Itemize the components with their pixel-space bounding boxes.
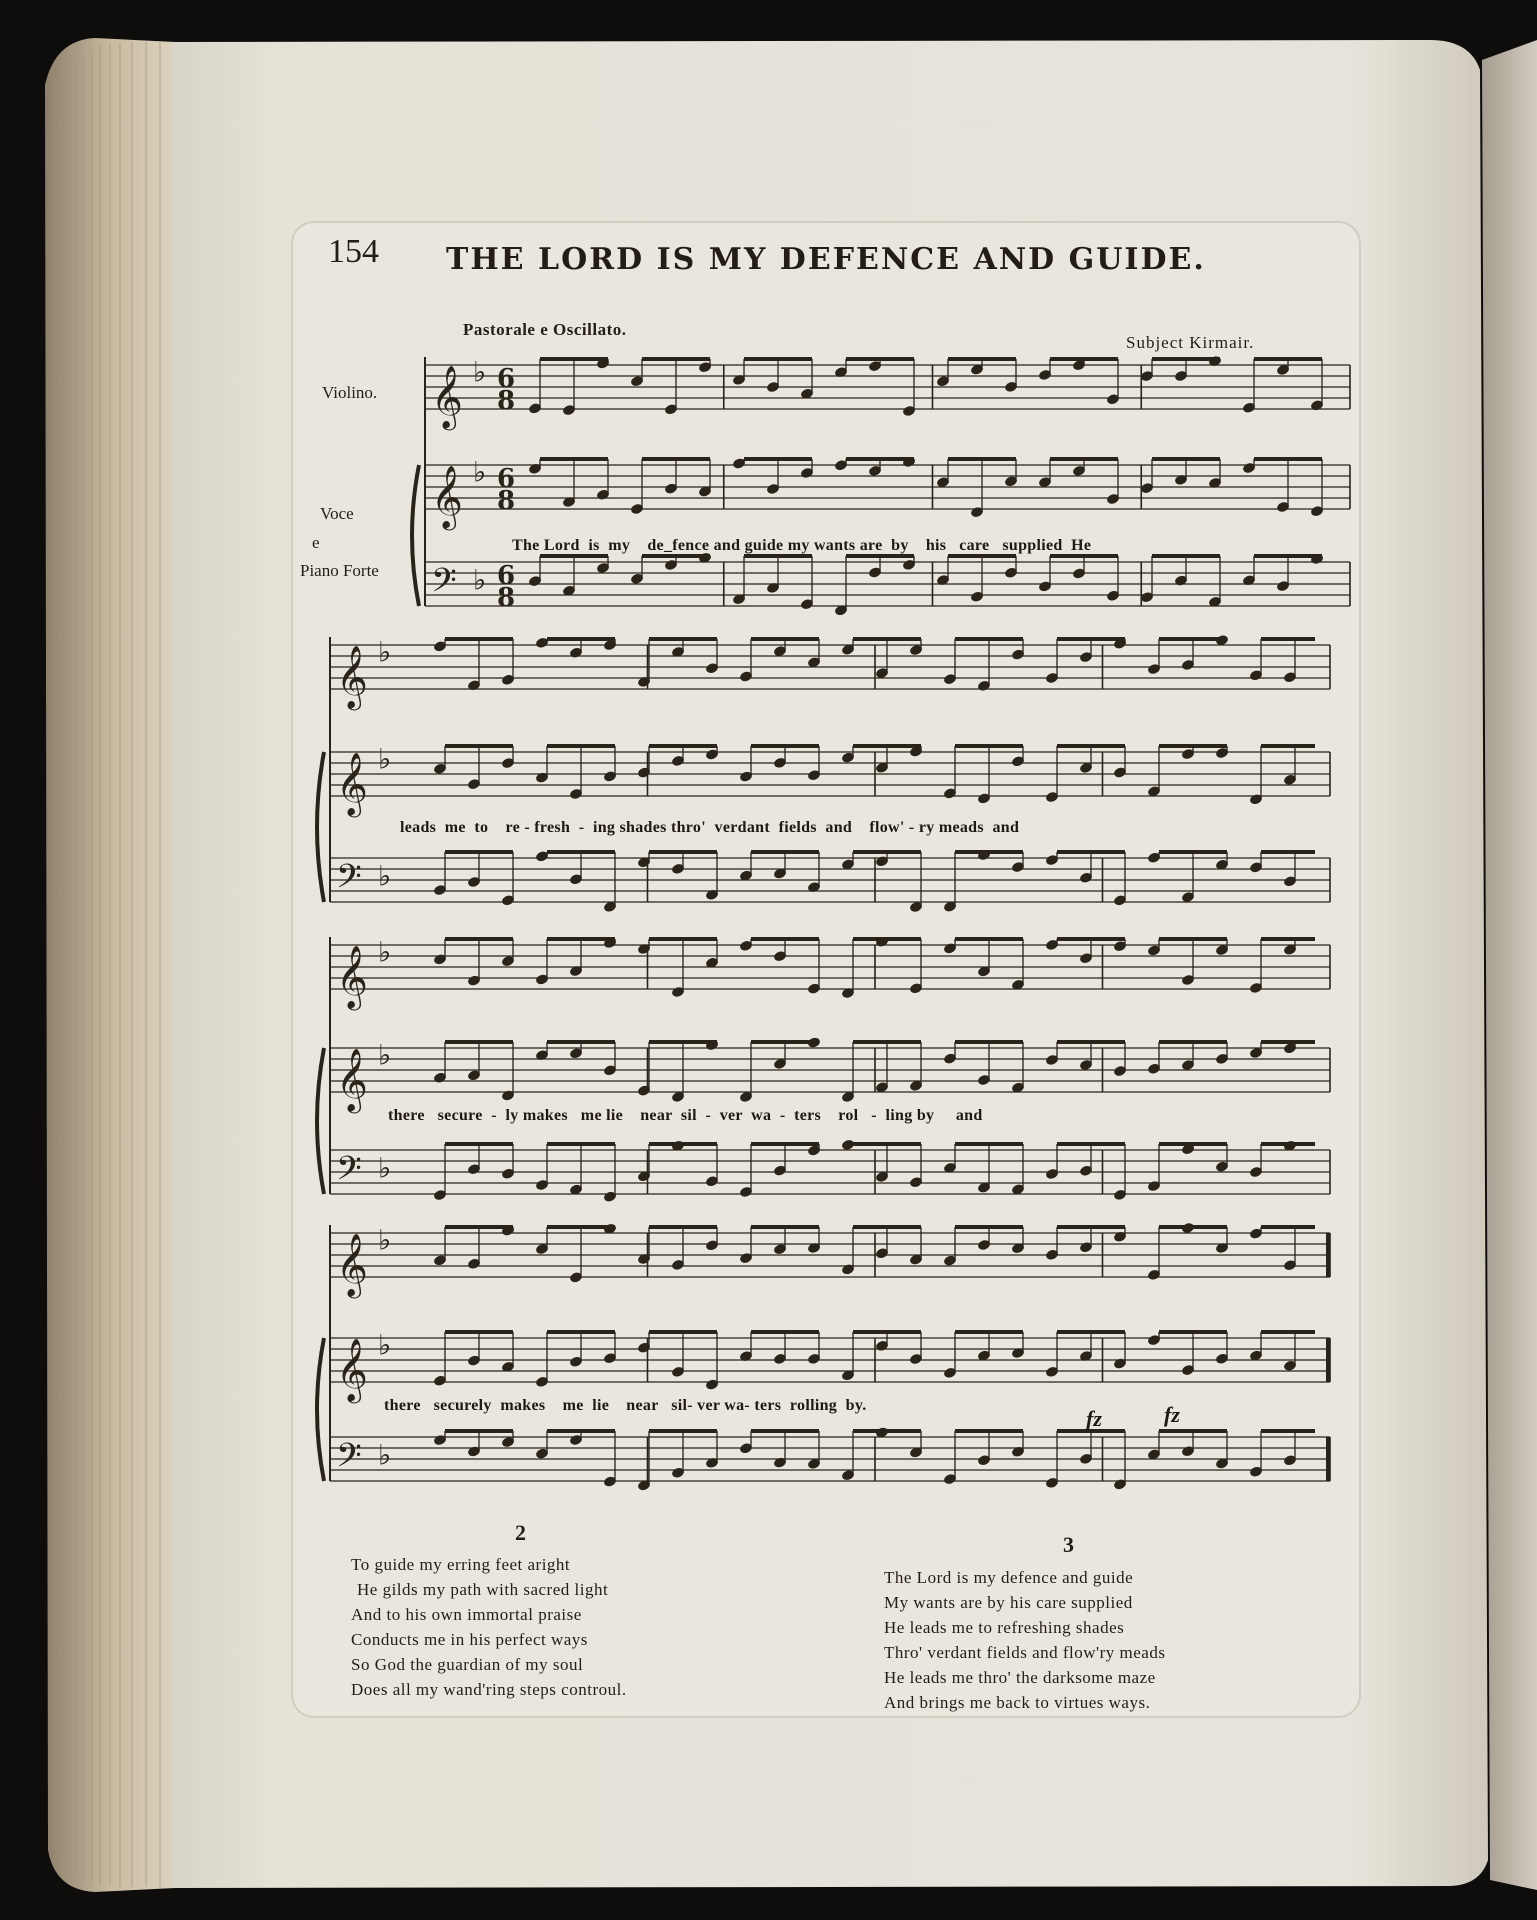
flat-key-signature: ♭ [473,563,487,597]
treble-clef: 𝄞 [336,645,368,708]
time-signature-bottom: 8 [497,486,516,516]
verse-3-line: The Lord is my defence and guide [884,1568,1134,1587]
beam [1261,850,1315,854]
verse-3-number: 3 [1063,1532,1074,1557]
treble-clef: 𝄞 [336,1048,368,1111]
dynamic-fz-2: fz [1164,1402,1180,1427]
flat-key-signature: ♭ [473,455,487,489]
facing-page [1482,40,1537,1890]
lyrics-line-1: The Lord is my de_fence and guide my wants are by his care supplied He [512,537,1092,554]
beam [1261,1225,1315,1229]
flat-key-signature: ♭ [378,1438,392,1472]
final-barline [1326,1338,1330,1382]
voice-and-label: e [312,533,320,552]
page-title: THE LORD IS MY DEFENCE AND GUIDE. [446,242,1206,277]
time-signature-bottom: 8 [497,386,516,416]
flat-key-signature: ♭ [378,859,392,893]
time-signature-top: 6 [497,464,516,494]
pianoforte-label: Piano Forte [300,561,379,580]
lyrics-line-4: there securely makes me lie near sil- ver wa- ters rolling by. [384,1397,867,1414]
verse-3-line: And brings me back to virtues ways. [884,1693,1151,1712]
verse-2-line: To guide my erring feet aright [351,1555,571,1574]
bass-clef: 𝄢 [336,858,362,904]
subject-credit: Subject Kirmair. [1126,333,1255,352]
beam [1261,1429,1315,1433]
bass-clef: 𝄢 [336,1150,362,1196]
voice-label: Voce [320,504,354,523]
treble-clef: 𝄞 [336,752,368,815]
page-number: 154 [328,233,379,270]
treble-clef: 𝄞 [431,365,463,428]
treble-clef: 𝄞 [336,945,368,1008]
verse-3-line: He leads me to refreshing shades [884,1618,1125,1637]
verse-3-line: He leads me thro' the darksome maze [884,1668,1156,1687]
time-signature-top: 6 [497,364,516,394]
beam [1261,937,1315,941]
verse-2-line: Does all my wand'ring steps controul. [351,1680,627,1699]
tempo-marking: Pastorale e Oscillato. [463,320,627,339]
flat-key-signature: ♭ [378,635,392,669]
treble-clef: 𝄞 [336,1338,368,1401]
bass-clef: 𝄢 [431,562,457,608]
verse-2-number: 2 [515,1520,526,1545]
violin-label: Violino. [322,383,378,402]
time-signature-top: 6 [497,561,516,591]
flat-key-signature: ♭ [378,1038,392,1072]
verse-3-line: My wants are by his care supplied [884,1593,1133,1612]
lyrics-line-3: there secure - ly makes me lie near sil - ver wa - ters rol - ling by and [388,1107,983,1124]
final-barline [1326,1233,1330,1277]
treble-clef: 𝄞 [431,465,463,528]
treble-clef: 𝄞 [336,1233,368,1296]
lyrics-line-2: leads me to re - fresh - ing shades thro' verdant fields and flow' - ry meads and [400,819,1020,836]
flat-key-signature: ♭ [378,1151,392,1185]
verse-2-line: He gilds my path with sacred light [357,1580,609,1599]
flat-key-signature: ♭ [378,1223,392,1257]
final-barline [1326,1437,1330,1481]
dynamic-fz-1: fz [1086,1406,1102,1431]
verse-2-line: Conducts me in his perfect ways [351,1630,588,1649]
beam [1261,1330,1315,1334]
beam [1261,744,1315,748]
verse-3-line: Thro' verdant fields and flow'ry meads [884,1643,1166,1662]
flat-key-signature: ♭ [378,742,392,776]
beam [1261,637,1315,641]
verse-2-line: And to his own immortal praise [351,1605,582,1624]
flat-key-signature: ♭ [378,935,392,969]
time-signature-bottom: 8 [497,583,516,613]
plate-mark [292,222,1360,1717]
verse-2-line: So God the guardian of my soul [351,1655,584,1674]
bass-clef: 𝄢 [336,1437,362,1483]
flat-key-signature: ♭ [378,1328,392,1362]
beam [1261,1040,1315,1044]
flat-key-signature: ♭ [473,355,487,389]
